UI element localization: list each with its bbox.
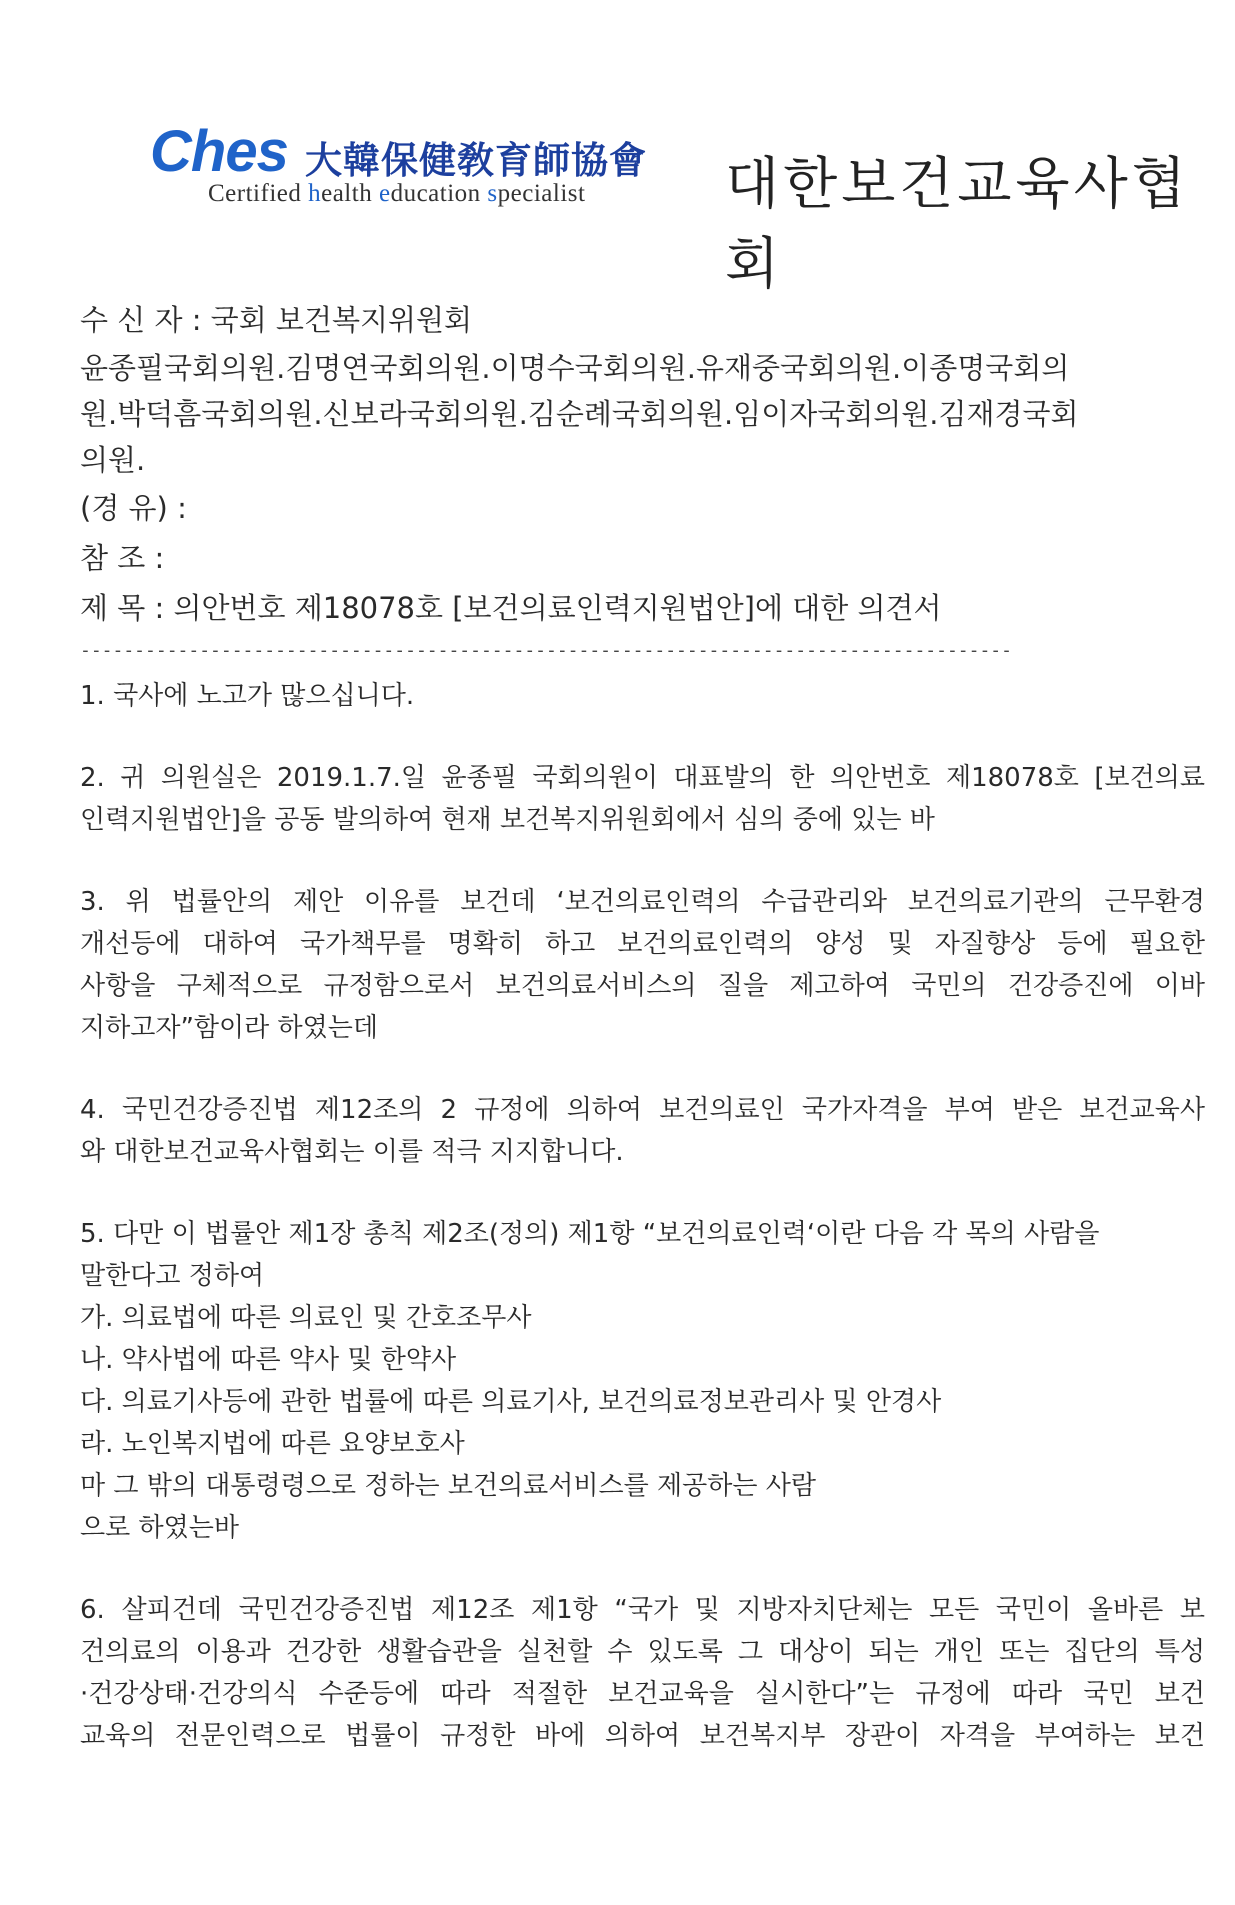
list-item: 다. 의료기사등에 관한 법률에 따른 의료기사, 보건의료정보관리사 및 안경사 [80, 1387, 942, 1417]
list-item: 라. 노인복지법에 따른 요양보호사 [80, 1429, 465, 1459]
subject-line: 제 목 : 의안번호 제18078호 [보건의료인력지원법안]에 대한 의견서 [80, 591, 942, 625]
logo-hanja-name: 大韓保健敎育師協會 [305, 138, 647, 182]
list-item: 마 그 밖의 대통령령으로 정하는 보건의료서비스를 제공하는 사람 [80, 1471, 816, 1501]
paragraph-line: 2. 귀 의원실은 2019.1.7.일 윤종필 국회의원이 대표발의 한 의안번호 제18078호 [보건의료 [80, 763, 1205, 793]
logo-ches-wordmark: Ches [150, 119, 288, 184]
paragraph-line: 말한다고 정하여 [80, 1261, 265, 1291]
paragraph-line: 으로 하였는바 [80, 1513, 239, 1543]
document-body [80, 295, 1205, 1797]
logo-sub-part: Certified [208, 180, 309, 207]
paragraph-6 [80, 1589, 1205, 1757]
paragraph-3 [80, 881, 1205, 1049]
paragraph-line: 사항을 구체적으로 규정함으로서 보건의료서비스의 질을 제고하여 국민의 건강증진에 이바 [80, 971, 1205, 1001]
recipient-line: 수 신 자 : 국회 보건복지위원회 [80, 303, 473, 337]
paragraph-line: 1. 국사에 노고가 많으십니다. [80, 681, 415, 711]
organization-name: 대한보건교육사협회 [725, 152, 1190, 297]
paragraph-2 [80, 757, 1205, 841]
paragraph-line: 5. 다만 이 법률안 제1장 총칙 제2조(정의) 제1항 “보건의료인력‘이란 다음 각 목의 사람을 [80, 1219, 1100, 1249]
logo-sub-part: ducation [390, 180, 488, 207]
paragraphs [80, 675, 1205, 1757]
paragraph-5 [80, 1213, 1205, 1549]
paragraph-line: 인력지원법안]을 공동 발의하여 현재 보건복지위원회에서 심의 중에 있는 바 [80, 805, 935, 835]
paragraph-line: 와 대한보건교육사협회는 이를 적극 지지합니다. [80, 1137, 624, 1167]
logo-sub-part: s [487, 180, 498, 207]
via-line: (경 유) : [80, 491, 187, 525]
letterhead [0, 0, 1235, 297]
paragraph-line: 3. 위 법률안의 제안 이유를 보건데 ‘보건의료인력의 수급관리와 보건의료기관의 근무환경 [80, 887, 1205, 917]
paragraph-1 [80, 675, 1205, 717]
paragraph-line: ·건강상태·건강의식 수준등에 따라 적절한 보건교육을 실시한다”는 규정에 따라 국민 보건 [80, 1679, 1205, 1709]
paragraph-line: 개선등에 대하여 국가책무를 명확히 하고 보건의료인력의 양성 및 자질향상 등에 필요한 [80, 929, 1205, 959]
reference-line: 참 조 : [80, 541, 165, 575]
members-line: 의원. [80, 443, 146, 477]
logo-sub-part: pecialist [497, 180, 586, 207]
paragraph-line: 교육의 전문인력으로 법률이 규정한 바에 의하여 보건복지부 장관이 자격을 부여하는 보건 [80, 1721, 1205, 1751]
paragraph-line: 6. 살피건데 국민건강증진법 제12조 제1항 “국가 및 지방자치단체는 모든 국민이 올바른 보 [80, 1595, 1205, 1625]
members-line: 윤종필국회의원.김명연국회의원.이명수국회의원.유재중국회의원.이종명국회의 [80, 351, 1070, 385]
paragraph-4 [80, 1089, 1205, 1173]
divider-line: -------------------------------------------------------------------------------------- [80, 640, 1012, 661]
paragraph-line: 건의료의 이용과 건강한 생활습관을 실천할 수 있도록 그 대상이 되는 개인 또는 집단의 특성 [80, 1637, 1205, 1667]
logo-subtitle [208, 180, 585, 208]
logo-sub-part: e [378, 180, 391, 207]
list-item: 가. 의료법에 따른 의료인 및 간호조무사 [80, 1303, 532, 1333]
logo-sub-part: ealth [321, 180, 379, 207]
members-line: 원.박덕흠국회의원.신보라국회의원.김순례국회의원.임이자국회의원.김재경국회 [80, 397, 1079, 431]
paragraph-line: 지하고자”함이라 하였는데 [80, 1013, 379, 1043]
list-item: 나. 약사법에 따른 약사 및 한약사 [80, 1345, 457, 1375]
paragraph-line: 4. 국민건강증진법 제12조의 2 규정에 의하여 보건의료인 국가자격을 부여 받은 보건교육사 [80, 1095, 1205, 1125]
logo-sub-part: h [308, 180, 322, 207]
